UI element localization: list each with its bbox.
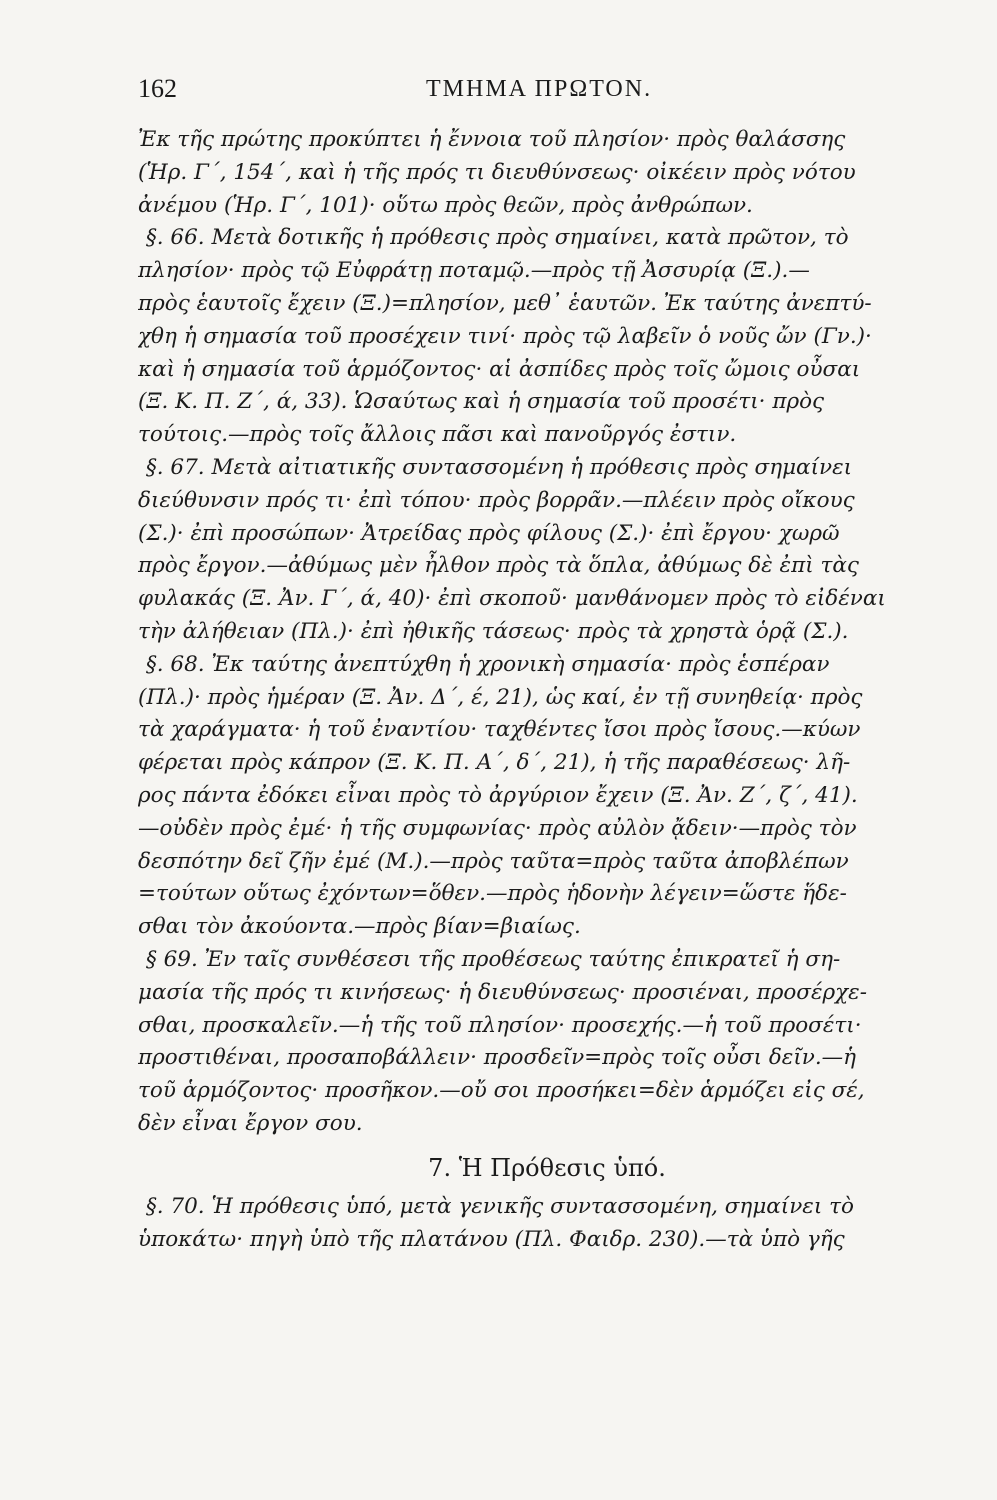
text-line: §. 67. Μετὰ αἰτιατικῆς συντασσομένη ἡ πρόθεσις πρὸς σημαίνει bbox=[146, 454, 853, 480]
text-line: διεύθυνσιν πρός τι· ἐπὶ τόπου· πρὸς βορρᾶν.—πλέειν πρὸς οἴκους bbox=[138, 487, 855, 513]
page-body bbox=[138, 124, 966, 1256]
text-line: ἀνέμου (Ἡρ. Γ΄, 101)· οὕτω πρὸς θεῶν, πρὸς ἀνθρώπων. bbox=[138, 192, 753, 218]
text-line: (Ἡρ. Γ΄, 154΄, καὶ ἡ τῆς πρός τι διευθύνσεως· οἰκέειν πρὸς νότου bbox=[138, 159, 856, 185]
text-line: φυλακάς (Ξ. Ἀν. Γ΄, ά, 40)· ἐπὶ σκοποῦ· μανθάνομεν πρὸς τὸ εἰδέναι bbox=[138, 586, 886, 612]
text-line: τὴν ἀλήθειαν (Πλ.)· ἐπὶ ἠθικῆς τάσεως· πρὸς τὰ χρηστὰ ὁρᾷ (Σ.). bbox=[138, 618, 849, 644]
text-line: §. 70. Ἡ πρόθεσις ὑπό, μετὰ γενικῆς συντασσομένη, σημαίνει τὸ bbox=[146, 1193, 854, 1219]
text-line: § 69. Ἐν ταῖς συνθέσεσι τῆς προθέσεως ταύτης ἐπικρατεῖ ἡ ση- bbox=[146, 946, 841, 972]
text-line: (Ξ. Κ. Π. Ζ΄, ά, 33). Ὡσαύτως καὶ ἡ σημασία τοῦ προσέτι· πρὸς bbox=[138, 389, 825, 415]
text-line: σθαι τὸν ἀκούοντα.—πρὸς βίαν=βιαίως. bbox=[138, 914, 581, 940]
page-header bbox=[138, 74, 958, 114]
text-line: φέρεται πρὸς κάπρον (Ξ. Κ. Π. Α΄, δ΄, 21), ἡ τῆς παραθέσεως· λῆ- bbox=[138, 750, 851, 776]
text-line: τοῦ ἁρμόζοντος· προσῆκον.—οὔ σοι προσήκει=δὲν ἁρμόζει εἰς σέ, bbox=[138, 1078, 865, 1104]
text-line: ὑποκάτω· πηγὴ ὑπὸ τῆς πλατάνου (Πλ. Φαιδρ. 230).—τὰ ὑπὸ γῆς bbox=[138, 1226, 845, 1252]
text-line: καὶ ἡ σημασία τοῦ ἁρμόζοντος· αἱ ἀσπίδες πρὸς τοῖς ὤμοις οὖσαι bbox=[138, 356, 861, 382]
text-line: τούτοις.—πρὸς τοῖς ἄλλοις πᾶσι καὶ πανοῦργός ἐστιν. bbox=[138, 422, 737, 448]
text-line: δὲν εἶναι ἔργον σου. bbox=[138, 1110, 363, 1136]
text-line: πλησίον· πρὸς τῷ Εὐφράτῃ ποταμῷ.—πρὸς τῇ Ἀσσυρίᾳ (Ξ.).— bbox=[138, 258, 810, 284]
text-line: πρὸς ἑαυτοῖς ἔχειν (Ξ.)=πλησίον, μεθ᾽ ἑαυτῶν. Ἐκ ταύτης ἀνεπτύ- bbox=[138, 290, 872, 316]
text-line: πρὸς ἔργον.—ἀθύμως μὲν ἦλθον πρὸς τὰ ὅπλα, ἀθύμως δὲ ἐπὶ τὰς bbox=[138, 553, 859, 579]
text-line: (Πλ.)· πρὸς ἡμέραν (Ξ. Ἀν. Δ΄, έ, 21), ὡς καί, ἐν τῇ συνηθείᾳ· πρὸς bbox=[138, 684, 863, 710]
running-head: ΤΜΗΜΑ ΠΡΩΤΟΝ. bbox=[426, 76, 653, 102]
text-line: προστιθέναι, προσαποβάλλειν· προσδεῖν=πρὸς τοῖς οὖσι δεῖν.—ἡ bbox=[138, 1045, 857, 1071]
text-line: (Σ.)· ἐπὶ προσώπων· Ἀτρείδας πρὸς φίλους (Σ.)· ἐπὶ ἔργου· χωρῶ bbox=[138, 520, 840, 546]
page-number: 162 bbox=[138, 74, 177, 103]
text-line: σθαι, προσκαλεῖν.—ἡ τῆς τοῦ πλησίον· προσεχής.—ἡ τοῦ προσέτι· bbox=[138, 1012, 862, 1038]
text-line: χθη ἡ σημασία τοῦ προσέχειν τινί· πρὸς τῷ λαβεῖν ὁ νοῦς ὤν (Γν.)· bbox=[138, 323, 872, 349]
text-line: Ἐκ τῆς πρώτης προκύπτει ἡ ἔννοια τοῦ πλησίον· πρὸς θαλάσσης bbox=[138, 127, 846, 152]
text-line: —οὐδὲν πρὸς ἐμέ· ἡ τῆς συμφωνίας· πρὸς αὐλὸν ᾄδειν·—πρὸς τὸν bbox=[138, 815, 857, 841]
text-line: τὰ χαράγματα· ἡ τοῦ ἐναντίου· ταχθέντες ἴσοι πρὸς ἴσους.—κύων bbox=[138, 717, 861, 743]
text-line: δεσπότην δεῖ ζῆν ἐμέ (Μ.).—πρὸς ταῦτα=πρὸς ταῦτα ἀποβλέπων bbox=[138, 848, 849, 874]
text-line: §. 66. Μετὰ δοτικῆς ἡ πρόθεσις πρὸς σημαίνει, κατὰ πρῶτον, τὸ bbox=[146, 225, 849, 251]
text-line: μασία τῆς πρός τι κινήσεως· ἡ διευθύνσεως· προσιέναι, προσέρχε- bbox=[138, 979, 867, 1005]
text-line: =τούτων οὕτως ἐχόντων=ὅθεν.—πρὸς ἡδονὴν λέγειν=ὥστε ἥδε- bbox=[138, 881, 847, 907]
text-line: ρος πάντα ἐδόκει εἶναι πρὸς τὸ ἀργύριον ἔχειν (Ξ. Ἀν. Ζ΄, ζ΄, 41). bbox=[138, 782, 858, 808]
section-heading: 7. Ἡ Πρόθεσις ὑπό. bbox=[428, 1153, 666, 1182]
text-line: §. 68. Ἐκ ταύτης ἀνεπτύχθη ἡ χρονικὴ σημασία· πρὸς ἑσπέραν bbox=[146, 651, 830, 677]
